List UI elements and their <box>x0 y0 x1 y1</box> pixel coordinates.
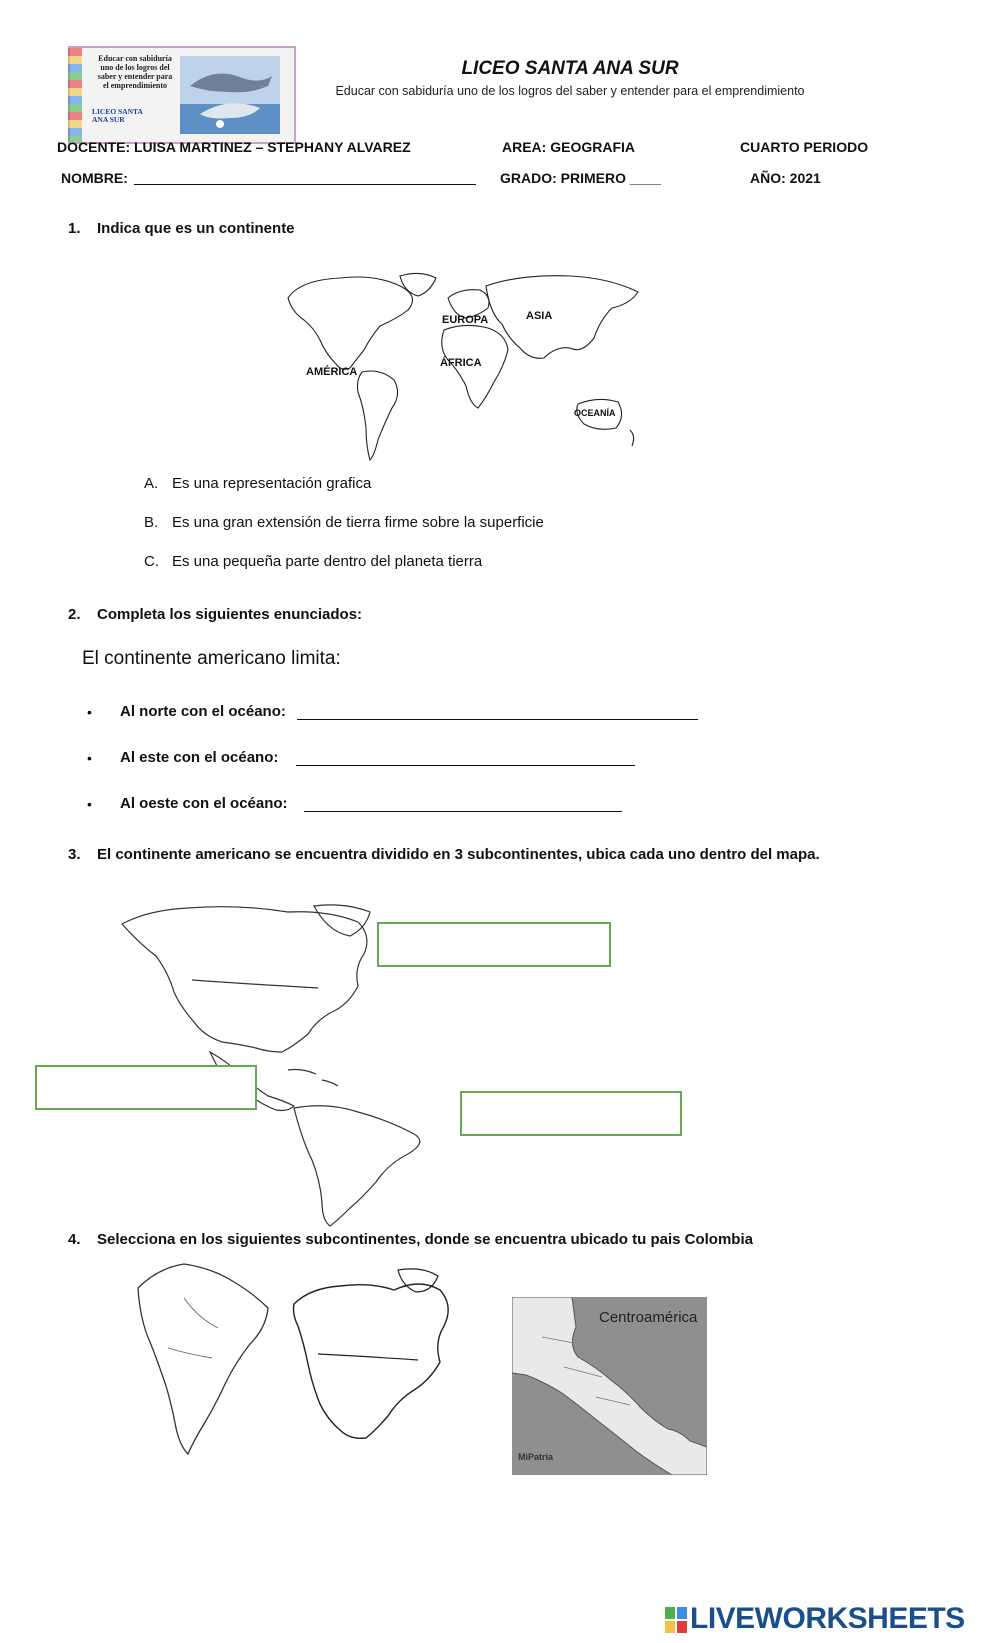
map-label-asia: ASIA <box>526 310 553 322</box>
north-america-option-map[interactable] <box>290 1270 460 1458</box>
americas-south-outline <box>294 1106 420 1226</box>
q2-bullet-east: Al este con el océano: <box>120 749 279 766</box>
north-ocean-answer-line[interactable] <box>297 719 698 720</box>
mipatria-watermark: MiPatria <box>518 1452 554 1462</box>
subcontinent-answer-box-south[interactable] <box>460 1091 682 1136</box>
subcontinent-answer-box-central[interactable] <box>35 1065 257 1110</box>
q1-option-b-text[interactable]: Es una gran extensión de tierra firme sobre la superficie <box>172 514 544 531</box>
map-north-america <box>288 277 413 369</box>
grade-label: GRADO: PRIMERO ____ <box>500 170 662 186</box>
period-label: CUARTO PERIODO <box>740 139 869 155</box>
map-label-oceania: OCEANÍA <box>574 408 616 418</box>
map-asia <box>486 276 638 359</box>
map-label-africa: ÁFRICA <box>440 357 482 369</box>
map-greenland <box>400 273 436 296</box>
name-input-line[interactable] <box>134 184 476 185</box>
bullet-dot-1: • <box>87 704 92 720</box>
map-label-europa: EUROPA <box>442 314 489 326</box>
q4-text: Selecciona en los siguientes subcontinentes, donde se encuentra ubicado tu pais Colombia <box>97 1231 753 1248</box>
liveworksheets-logo-icon <box>665 1607 687 1633</box>
q2-text: Completa los siguientes enunciados: <box>97 606 363 623</box>
americas-north-outline <box>122 907 367 1052</box>
central-america-option-map[interactable] <box>512 1297 707 1475</box>
liveworksheets-brand: LIVEWORKSHEETS <box>690 1602 965 1635</box>
school-name: LICEO SANTA ANA SUR <box>461 58 679 79</box>
q3-number: 3. <box>68 846 81 863</box>
map-label-america: AMÉRICA <box>306 366 358 378</box>
logo-text: Educar con sabiduría uno de los logros del saber y entender para el emprendimiento <box>97 54 173 90</box>
school-logo <box>68 46 296 144</box>
q2-intro: El continente americano limita: <box>82 648 341 669</box>
central-america-label: Centroamérica <box>599 1309 698 1326</box>
q1-option-c-letter[interactable]: C. <box>144 553 159 570</box>
subcontinent-answer-box-north[interactable] <box>377 922 611 967</box>
q1-option-a-text[interactable]: Es una representación grafica <box>172 475 372 492</box>
map-south-america <box>358 371 398 460</box>
q4-number: 4. <box>68 1231 81 1248</box>
q3-text: El continente americano se encuentra dividido en 3 subcontinentes, ubica cada uno dentro del mapa. <box>97 846 820 863</box>
east-ocean-answer-line[interactable] <box>296 765 635 766</box>
logo-school-name: LICEO SANTA ANA SUR <box>92 107 143 124</box>
south-america-option-map[interactable] <box>128 1258 274 1456</box>
west-ocean-answer-line[interactable] <box>304 811 622 812</box>
area-label: AREA: GEOGRAFIA <box>502 139 635 155</box>
map-nz <box>630 430 634 446</box>
q1-option-b-letter[interactable]: B. <box>144 514 159 531</box>
world-map <box>280 268 660 468</box>
bullet-dot-2: • <box>87 750 92 766</box>
q2-bullet-north: Al norte con el océano: <box>120 703 286 720</box>
americas-border-line <box>192 980 318 988</box>
name-label: NOMBRE: <box>61 170 128 186</box>
whale-illustration <box>180 56 280 134</box>
q1-number: 1. <box>68 220 81 237</box>
teacher-label: DOCENTE: LUISA MARTINEZ – STEPHANY ALVAREZ <box>57 139 411 155</box>
americas-caribbean <box>288 1070 338 1087</box>
q2-bullet-west: Al oeste con el océano: <box>120 795 288 812</box>
q1-option-c-text[interactable]: Es una pequeña parte dentro del planeta tierra <box>172 553 483 570</box>
americas-greenland <box>314 905 370 936</box>
q1-option-a-letter[interactable]: A. <box>144 475 159 492</box>
q2-number: 2. <box>68 606 81 623</box>
school-motto: Educar con sabiduría uno de los logros del saber y entender para el emprendimiento <box>335 84 805 98</box>
bullet-dot-3: • <box>87 796 92 812</box>
logo-side-decoration <box>68 48 82 142</box>
year-label: AÑO: 2021 <box>750 170 821 186</box>
q1-text: Indica que es un continente <box>97 220 295 237</box>
